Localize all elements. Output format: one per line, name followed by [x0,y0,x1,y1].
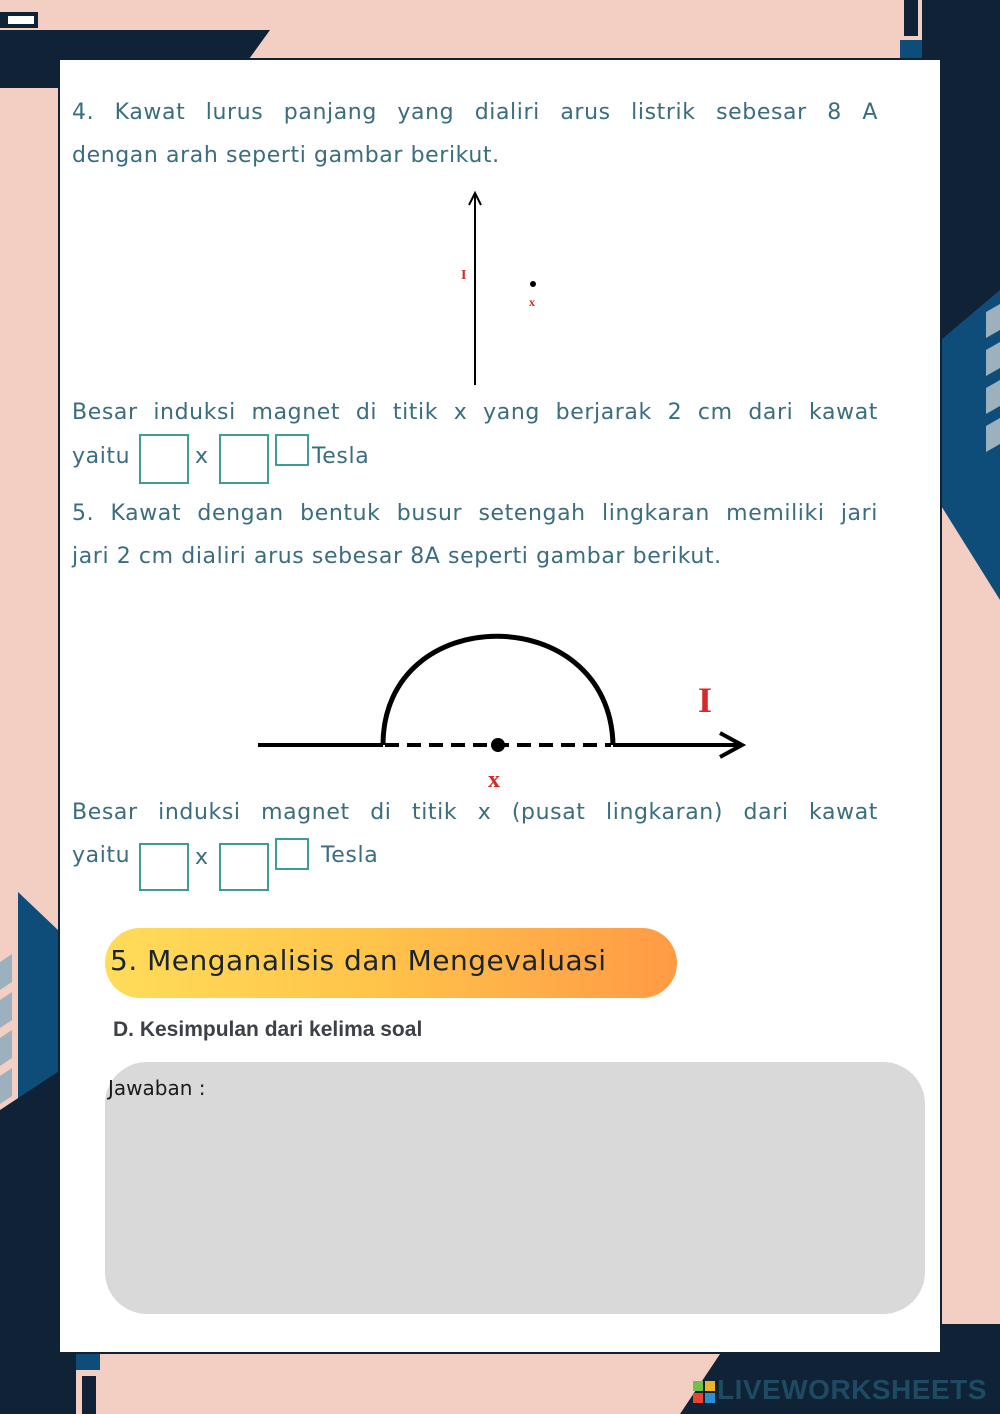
q5-semicircle-wire-diagram [250,590,770,800]
liveworksheets-brand [693,1374,987,1406]
q4-straight-wire-diagram [440,185,580,395]
q5-answer-prefix: yaitu [72,843,131,868]
q4-coefficient-input[interactable] [139,434,189,484]
q5-coefficient-input[interactable] [139,843,189,891]
q5-exponent-input[interactable] [275,838,309,870]
q5-unit: Tesla [321,843,379,868]
q5-text-line1: 5. Kawat dengan bentuk busur setengah lingkaran memiliki jari [72,501,878,526]
q4-text-line2: dengan arah seperti gambar berikut. [72,143,500,168]
q4-text-line1: 4. Kawat lurus panjang yang dialiri arus listrik sebesar 8 A [72,100,878,125]
liveworksheets-logo-icon [693,1381,715,1403]
q4-exponent-input[interactable] [275,434,309,466]
point-x-label: x [529,295,535,309]
q5-multiply-sign: x [195,845,209,870]
center-point-dot [491,738,505,752]
q5-answer-line1: Besar induksi magnet di titik x (pusat lingkaran) dari kawat [72,800,878,825]
semicircle-arc [383,636,613,745]
q4-multiply-sign: x [195,444,209,469]
q5-text-line2: jari 2 cm dialiri arus sebesar 8A seperti gambar berikut. [72,544,722,569]
q4-unit: Tesla [312,444,370,469]
q4-base-input[interactable] [219,434,269,484]
answer-label: Jawaban : [108,1076,206,1100]
current-label: I [698,680,713,720]
section-subheading: D. Kesimpulan dari kelima soal [113,1018,423,1041]
q5-base-input[interactable] [219,843,269,891]
q4-answer-line1: Besar induksi magnet di titik x yang berjarak 2 cm dari kawat [72,400,878,425]
point-x-dot [530,281,536,287]
section-heading-pill [105,928,677,998]
brand-name: LIVEWORKSHEETS [717,1374,987,1405]
conclusion-answer-area[interactable] [105,1062,925,1314]
current-label: I [461,268,467,283]
center-point-label: x [488,767,500,793]
q4-answer-prefix: yaitu [72,444,131,469]
section-heading: 5. Menganalisis dan Mengevaluasi [110,944,607,977]
